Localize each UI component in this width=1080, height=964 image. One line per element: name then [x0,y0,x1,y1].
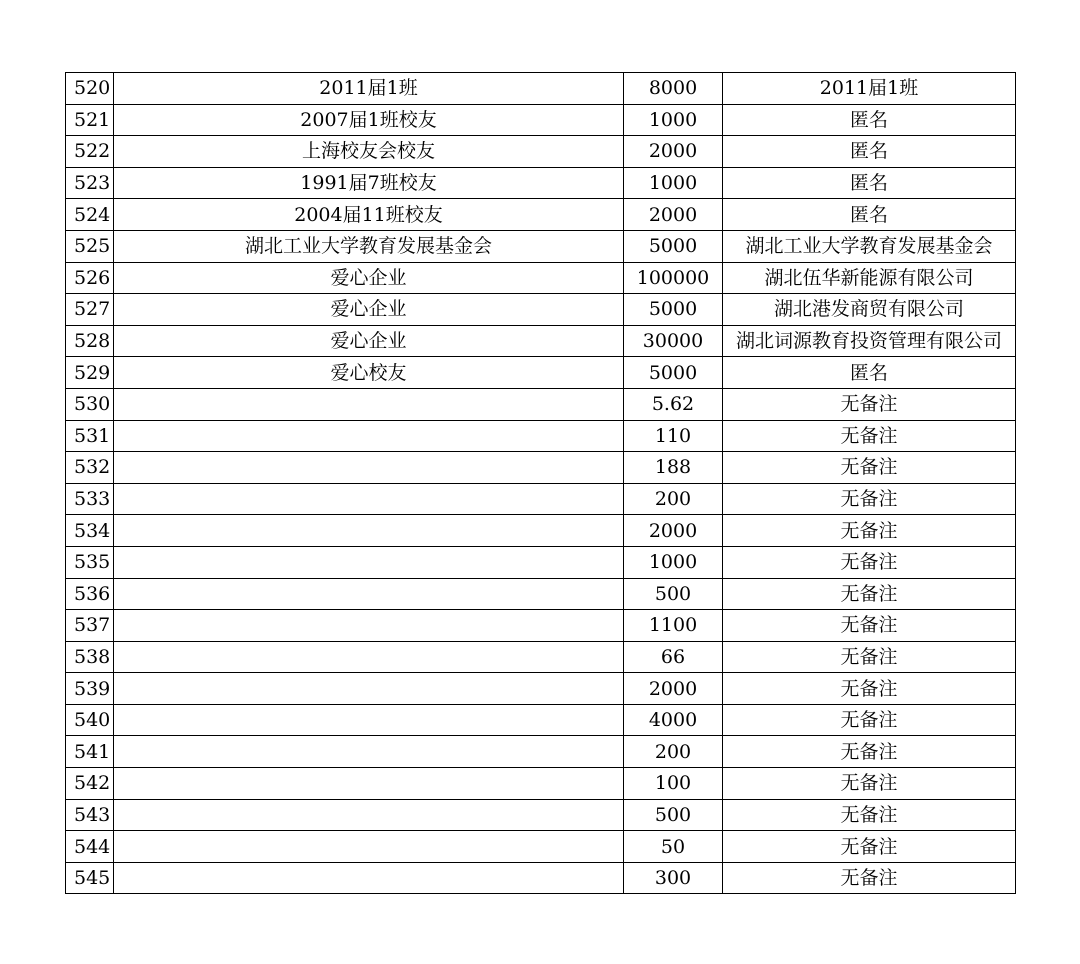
note-cell: 无备注 [723,673,1016,705]
row-number-cell: 522 [66,136,114,168]
note-cell: 湖北工业大学教育发展基金会 [723,230,1016,262]
table-row [66,483,1016,515]
amount-cell: 500 [624,799,723,831]
amount-cell: 300 [624,862,723,894]
amount-cell: 2000 [624,136,723,168]
table-row [66,420,1016,452]
donor-cell [114,546,624,578]
amount-cell: 30000 [624,325,723,357]
amount-cell: 100 [624,768,723,800]
note-cell: 湖北伍华新能源有限公司 [723,262,1016,294]
table-row [66,357,1016,389]
donor-cell [114,610,624,642]
row-number-cell: 524 [66,199,114,231]
amount-cell: 8000 [624,73,723,105]
donation-table [65,72,1016,894]
note-cell: 湖北港发商贸有限公司 [723,294,1016,326]
row-number-cell: 537 [66,610,114,642]
row-number-cell: 520 [66,73,114,105]
note-cell: 无备注 [723,420,1016,452]
note-cell: 匿名 [723,199,1016,231]
donor-cell [114,452,624,484]
table-body [66,73,1016,894]
note-cell: 无备注 [723,546,1016,578]
amount-cell: 500 [624,578,723,610]
note-cell: 无备注 [723,704,1016,736]
amount-cell: 50 [624,831,723,863]
row-number-cell: 529 [66,357,114,389]
donor-cell [114,831,624,863]
row-number-cell: 544 [66,831,114,863]
amount-cell: 4000 [624,704,723,736]
row-number-cell: 531 [66,420,114,452]
table-row [66,641,1016,673]
amount-cell: 2000 [624,673,723,705]
donor-cell [114,862,624,894]
row-number-cell: 527 [66,294,114,326]
row-number-cell: 534 [66,515,114,547]
amount-cell: 200 [624,736,723,768]
donor-cell: 湖北工业大学教育发展基金会 [114,230,624,262]
donor-cell: 2004届11班校友 [114,199,624,231]
row-number-cell: 525 [66,230,114,262]
amount-cell: 66 [624,641,723,673]
amount-cell: 188 [624,452,723,484]
note-cell: 匿名 [723,104,1016,136]
row-number-cell: 532 [66,452,114,484]
donor-cell [114,799,624,831]
table-row [66,799,1016,831]
table-row [66,452,1016,484]
amount-cell: 1100 [624,610,723,642]
donor-cell [114,768,624,800]
note-cell: 湖北词源教育投资管理有限公司 [723,325,1016,357]
table-row [66,262,1016,294]
amount-cell: 5000 [624,230,723,262]
table-row [66,104,1016,136]
table-row [66,736,1016,768]
donor-cell: 爱心企业 [114,262,624,294]
table-row [66,294,1016,326]
amount-cell: 2000 [624,515,723,547]
table-row [66,199,1016,231]
amount-cell: 200 [624,483,723,515]
donor-cell [114,420,624,452]
row-number-cell: 521 [66,104,114,136]
note-cell: 匿名 [723,167,1016,199]
note-cell: 无备注 [723,641,1016,673]
row-number-cell: 530 [66,388,114,420]
note-cell: 无备注 [723,452,1016,484]
amount-cell: 5.62 [624,388,723,420]
donor-cell [114,578,624,610]
table-row [66,388,1016,420]
note-cell: 无备注 [723,578,1016,610]
table-row [66,578,1016,610]
note-cell: 无备注 [723,388,1016,420]
table-row [66,862,1016,894]
amount-cell: 2000 [624,199,723,231]
donor-cell [114,483,624,515]
note-cell: 匿名 [723,357,1016,389]
note-cell: 无备注 [723,862,1016,894]
amount-cell: 110 [624,420,723,452]
note-cell: 无备注 [723,736,1016,768]
donor-cell [114,704,624,736]
note-cell: 无备注 [723,799,1016,831]
donor-cell [114,736,624,768]
note-cell: 2011届1班 [723,73,1016,105]
row-number-cell: 545 [66,862,114,894]
table-row [66,136,1016,168]
amount-cell: 5000 [624,357,723,389]
note-cell: 无备注 [723,768,1016,800]
row-number-cell: 541 [66,736,114,768]
row-number-cell: 533 [66,483,114,515]
amount-cell: 1000 [624,167,723,199]
amount-cell: 5000 [624,294,723,326]
donor-cell: 爱心企业 [114,294,624,326]
table-row [66,230,1016,262]
donor-cell: 2011届1班 [114,73,624,105]
donor-cell: 爱心校友 [114,357,624,389]
note-cell: 无备注 [723,515,1016,547]
donor-cell [114,388,624,420]
table-row [66,73,1016,105]
row-number-cell: 539 [66,673,114,705]
donor-cell: 1991届7班校友 [114,167,624,199]
row-number-cell: 528 [66,325,114,357]
amount-cell: 1000 [624,546,723,578]
row-number-cell: 543 [66,799,114,831]
table-row [66,515,1016,547]
donor-cell: 上海校友会校友 [114,136,624,168]
row-number-cell: 536 [66,578,114,610]
table-row [66,325,1016,357]
note-cell: 无备注 [723,831,1016,863]
row-number-cell: 542 [66,768,114,800]
note-cell: 无备注 [723,483,1016,515]
row-number-cell: 526 [66,262,114,294]
table-row [66,610,1016,642]
row-number-cell: 538 [66,641,114,673]
table-row [66,546,1016,578]
note-cell: 匿名 [723,136,1016,168]
donor-cell [114,673,624,705]
amount-cell: 100000 [624,262,723,294]
table-row [66,831,1016,863]
row-number-cell: 535 [66,546,114,578]
table-row [66,768,1016,800]
table-row [66,673,1016,705]
note-cell: 无备注 [723,610,1016,642]
donor-cell: 爱心企业 [114,325,624,357]
table-row [66,167,1016,199]
row-number-cell: 523 [66,167,114,199]
donor-cell [114,641,624,673]
amount-cell: 1000 [624,104,723,136]
table-row [66,704,1016,736]
donor-cell: 2007届1班校友 [114,104,624,136]
row-number-cell: 540 [66,704,114,736]
donor-cell [114,515,624,547]
